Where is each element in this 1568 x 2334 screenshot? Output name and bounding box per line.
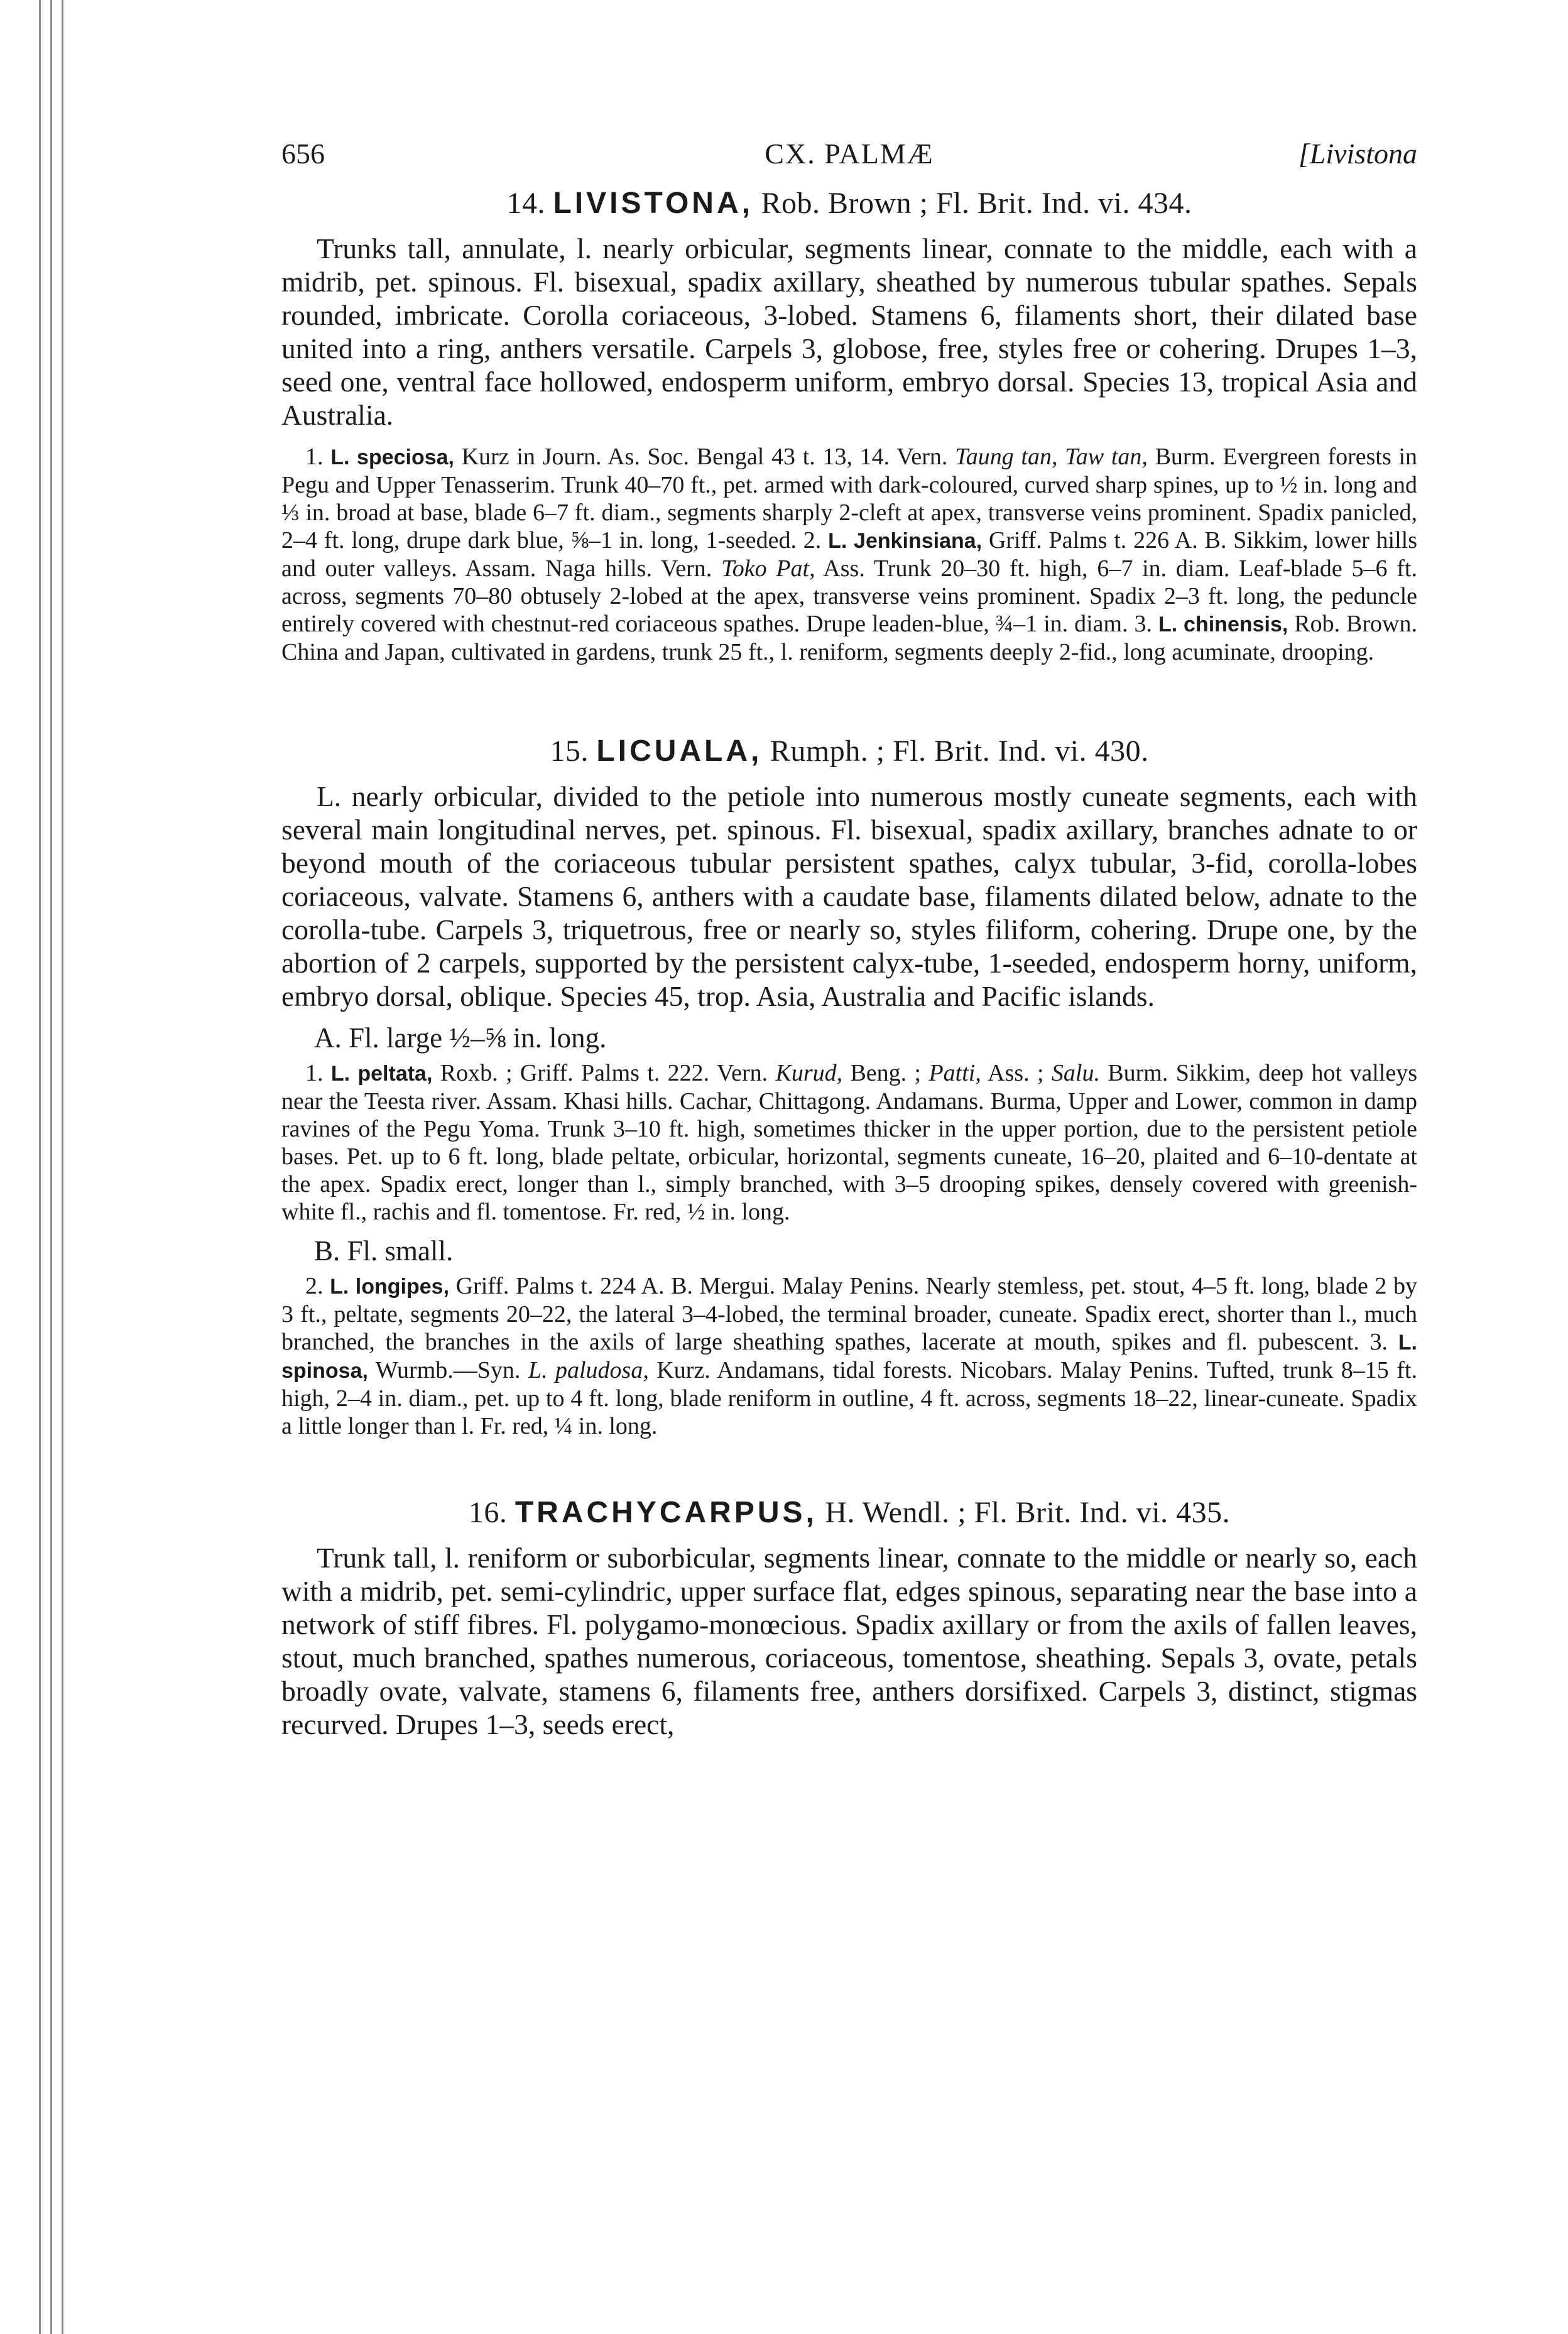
running-head (281, 126, 1417, 176)
genus-name: LICUALA, (596, 734, 763, 768)
species-number: 1. (305, 1060, 331, 1086)
genus-name: TRACHYCARPUS, (514, 1496, 817, 1529)
subgroup-b: B. Fl. small. (314, 1235, 454, 1267)
genus-number: 15. (550, 734, 589, 768)
species-name-chinensis: L. chinensis, (1158, 613, 1288, 636)
vernacular-name: Toko Pat, (721, 555, 815, 582)
genus-description-trachycarpus: Trunk tall, l. reniform or suborbicular, segments linear, connate to the middle or nearly so, each with a midrib, pet. semi-cylindric, upper surface flat, edges spinous, separating near the base into a network of stiff fibres. Fl. polygamo-monœcious. Spadix axillary or from the axils of fallen leaves, stout, much branched, spathes numerous, coriaceous, tomentose, sheathing. Sepals 3, ovate, petals broadly ovate, valvate, stamens 6, filaments free, anthers dorsifixed. Carpels 3, distinct, stigmas recurved. Drupes 1–3, seeds erect, (281, 1542, 1417, 1740)
genus-authority: Rob. Brown ; Fl. Brit. Ind. vi. 434. (753, 187, 1192, 220)
species-name-spinosa: L. spinosa, (281, 1331, 1417, 1383)
species-number: 2. (305, 1273, 330, 1299)
genus-description-livistona: Trunks tall, annulate, l. nearly orbicular, segments linear, connate to the middle, each with a midrib, pet. spinous. Fl. bisexual, spadix axillary, sheathed by numerous tubular spathes. Sepals rounded, imbricate. Corolla coriaceous, 3-lobed. Stamens 6, filaments short, their dilated base united into a ring, anthers versatile. Carpels 3, globose, free, styles free or cohering. Drupes 1–3, seed one, ventral face hollowed, endosperm uniform, embryo dorsal. Species 13, tropical Asia and Australia. (281, 232, 1417, 431)
species-name-jenkinsiana: L. Jenkinsiana, (828, 529, 983, 553)
species-name-speciosa: L. speciosa, (330, 445, 455, 469)
species-paragraph-livistona (281, 443, 1417, 666)
running-genus: [Livistona (1298, 138, 1417, 170)
vernacular-name: Salu. (1051, 1060, 1100, 1086)
subgroup-a: A. Fl. large ½–⅝ in. long. (314, 1022, 607, 1054)
species-text: Griff. Palms t. 224 A. B. Mergui. Malay Penins. Nearly stemless, pet. stout, 4–5 ft. long, blade 2 by 3 ft., peltate, segments 20–22, the lateral 3–4-lobed, the terminal broader, cuneate. Spadix erect, shorter than l., much branched, the branches in the axils of large sheathing spathes, lacerate at mouth, spikes and fl. pubescent. 3. (281, 1273, 1417, 1355)
genus-heading-licuala (281, 734, 1417, 768)
species-number: 1. (305, 444, 331, 470)
vernacular-name: Patti, (928, 1060, 981, 1086)
species-paragraph-peltata (281, 1059, 1417, 1226)
species-text: Ass. ; (981, 1060, 1052, 1086)
species-text: Burm. Sikkim, deep hot valleys near the Teesta river. Assam. Khasi hills. Cachar, Chittagong. Andamans. Burma, Upper and Lower, common in damp ravines of the Pegu Yoma. Trunk 3–10 ft. high, sometimes thicker in the upper portion, due to the persistent petiole bases. Pet. up to 6 ft. long, blade peltate, orbicular, horizontal, segments cuneate, 16–20, plaited and 6–10-dentate at the apex. Spadix erect, longer than l., simply branched, with 3–5 drooping spikes, densely covered with greenish-white fl., rachis and fl. tomentose. Fr. red, ½ in. long. (281, 1060, 1418, 1225)
section-gap (281, 666, 1417, 724)
genus-authority: H. Wendl. ; Fl. Brit. Ind. vi. 435. (817, 1496, 1231, 1529)
species-text: Beng. ; (842, 1060, 929, 1086)
family-title: CX. PALMÆ (765, 138, 934, 170)
species-paragraph-longipes (281, 1272, 1417, 1440)
page-number: 656 (281, 138, 325, 170)
genus-description-licuala: L. nearly orbicular, divided to the petiole into numerous mostly cuneate segments, each with several main longitudinal nerves, pet. spinous. Fl. bisexual, spadix axillary, branches adnate to or beyond mouth of the coriaceous tubular persistent spathes, calyx tubular, 3-fid, corolla-lobes coriaceous, valvate. Stamens 6, anthers with a caudate base, filaments dilated below, adnate to the corolla-tube. Carpels 3, triquetrous, free or nearly so, styles filiform, cohering. Drupe one, by the abortion of 2 carpels, supported by the persistent calyx-tube, 1-seeded, endosperm horny, uniform, embryo dorsal, oblique. Species 45, trop. Asia, Australia and Pacific islands. (281, 780, 1417, 1012)
species-name-longipes: L. longipes, (330, 1275, 450, 1299)
vernacular-name: Kurud, (775, 1060, 843, 1086)
genus-authority: Rumph. ; Fl. Brit. Ind. vi. 430. (762, 734, 1149, 768)
species-text: Burm. Evergreen forests in Pegu and Upper Tenasserim. Trunk 40–70 ft., pet. armed with dark-coloured, curved sharp spines, up to ½ in. long and ⅓ in. broad at base, blade 6–7 ft. diam., segments sharply 2-cleft at apex, transverse veins prominent. Spadix panicled, 2–4 ft. long, drupe dark blue, ⅝–1 in. long, 1-seeded. 2. (281, 444, 1418, 554)
genus-name: LIVISTONA, (553, 187, 753, 220)
vernacular-name: Taung tan, Taw tan, (955, 444, 1148, 470)
species-text: Rob. Brown. China and Japan, cultivated in gardens, trunk 25 ft., l. reniform, segments deeply 2-fid., long acuminate, drooping. (281, 611, 1417, 665)
genus-number: 16. (468, 1496, 508, 1529)
section-gap (281, 1440, 1417, 1485)
species-text: Kurz in Journ. As. Soc. Bengal 43 t. 13, 14. Vern. (454, 444, 956, 470)
scan-margin-line-1 (39, 0, 41, 2334)
scan-margin-line-2 (50, 0, 52, 2334)
species-text: Kurz. Andamans, tidal forests. Nicobars. Malay Penins. Tufted, trunk 8–15 ft. high, 2–4 in. diam., pet. up to 4 ft. long, blade reniform in outline, 4 ft. across, segments 18–22, linear-cuneate. Spadix a little longer than l. Fr. red, ¼ in. long. (281, 1357, 1417, 1439)
genus-heading-livistona (281, 186, 1417, 221)
genus-heading-trachycarpus (281, 1495, 1417, 1530)
species-text: Roxb. ; Griff. Palms t. 222. Vern. (432, 1060, 776, 1086)
genus-number: 14. (506, 187, 545, 220)
species-text: Ass. Trunk 20–30 ft. high, 6–7 in. diam. Leaf-blade 5–6 ft. across, segments 70–80 obtusely 2-lobed at the apex, transverse veins prominent. Spadix 2–3 ft. long, the peduncle entirely covered with chestnut-red coriaceous spathes. Drupe leaden-blue, ¾–1 in. diam. 3. (281, 555, 1417, 637)
synonym-name: L. paludosa, (528, 1357, 649, 1383)
scan-margin-line-3 (62, 0, 63, 2334)
species-name-peltata: L. peltata, (330, 1062, 433, 1086)
species-text: Wurmb.—Syn. (368, 1357, 528, 1383)
book-page (281, 126, 1417, 1741)
species-text: Griff. Palms t. 226 A. B. Sikkim, lower hills and outer valleys. Assam. Naga hills. Vern. (281, 527, 1418, 582)
